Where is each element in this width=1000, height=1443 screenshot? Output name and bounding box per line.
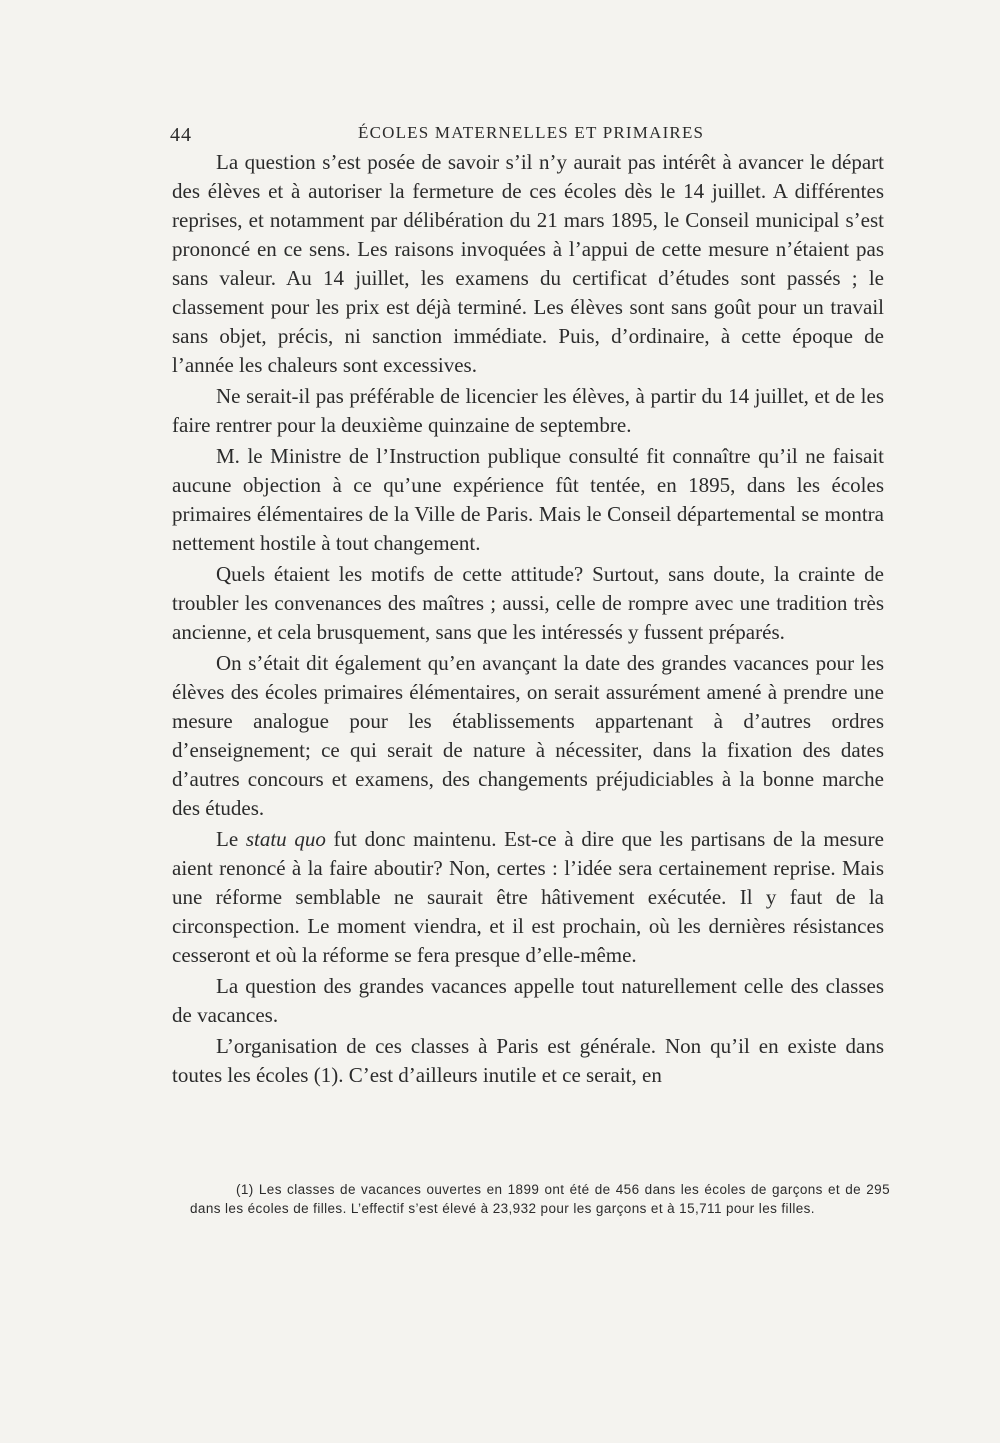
paragraph-4: Quels étaient les motifs de cette attitude? Surtout, sans doute, la crainte de troubler les convenances des maîtres ; aussi, celle de rompre avec une tradition très ancienne, et cela brusquement, sans que les intéressés y fussent préparés. [172,562,884,644]
paragraph-8: L’organisation de ces classes à Paris est générale. Non qu’il en existe dans toutes les écoles (1). C’est d’ailleurs inutile et ce serait, en [172,1034,884,1087]
paragraph-7: La question des grandes vacances appelle tout naturellement celle des classes de vacances. [172,974,884,1027]
footnote [190,1180,890,1218]
running-title: ÉCOLES MATERNELLES ET PRIMAIRES [358,123,705,142]
paragraph-3: M. le Ministre de l’Instruction publique consulté fit connaître qu’il ne faisait aucune objection à ce qu’une expérience fût tentée, en 1895, dans les écoles primaires élémentaires de la Ville de Paris. Mais le Conseil départemental se montra nettement hostile à tout changement. [172,444,884,555]
paragraph-1: La question s’est posée de savoir s’il n’y aurait pas intérêt à avancer le départ des élèves et à autoriser la fermeture de ces écoles dès le 14 juillet. A différentes reprises, et notamment par délibération du 21 mars 1895, le Conseil municipal s’est prononcé en ce sens. Les raisons invoquées à l’appui de cette mesure n’étaient pas sans valeur. Au 14 juillet, les examens du certificat d’études sont passés ; le classement pour les prix est déjà terminé. Les élèves sont sans goût pour un travail sans objet, précis, ni sanction immédiate. Puis, d’ordinaire, à cette époque de l’année les chaleurs sont excessives. [172,150,884,377]
paragraph-6 [172,825,884,970]
paragraph-6-rest: fut donc maintenu. Est-ce à dire que les partisans de la mesure aient renoncé à la faire aboutir? Non, certes : l’idée sera certainement reprise. Mais une réforme semblable ne saurait être hâtivement exécutée. Il y faut de la circonspection. Le moment viendra, et il est prochain, où les dernières résistances cesseront et où la réforme se fera presque d’elle-même. [172,827,884,967]
paragraph-2: Ne serait-il pas préférable de licencier les élèves, à partir du 14 juillet, et de les faire rentrer pour la deuxième quinzaine de septembre. [172,384,884,437]
footnote-text: (1) Les classes de vacances ouvertes en 1899 ont été de 456 dans les écoles de garçons et de 295 dans les écoles de filles. L’effectif s’est élevé à 23,932 pour les garçons et à 15,711 pour les filles. [190,1182,890,1216]
body-text [172,148,884,1092]
paragraph-6-start: Le [216,827,246,851]
paragraph-5: On s’était dit également qu’en avançant la date des grandes vacances pour les élèves des écoles primaires élémentaires, on serait assurément amené à prendre une mesure analogue pour les établissements appartenant à d’autres ordres d’enseignement; ce qui serait de nature à nécessiter, dans la fixation des dates d’autres concours et examens, des changements préjudiciables à la bonne marche des études. [172,651,884,820]
page-number: 44 [170,124,192,146]
statu-quo-italic: statu quo [245,827,326,851]
